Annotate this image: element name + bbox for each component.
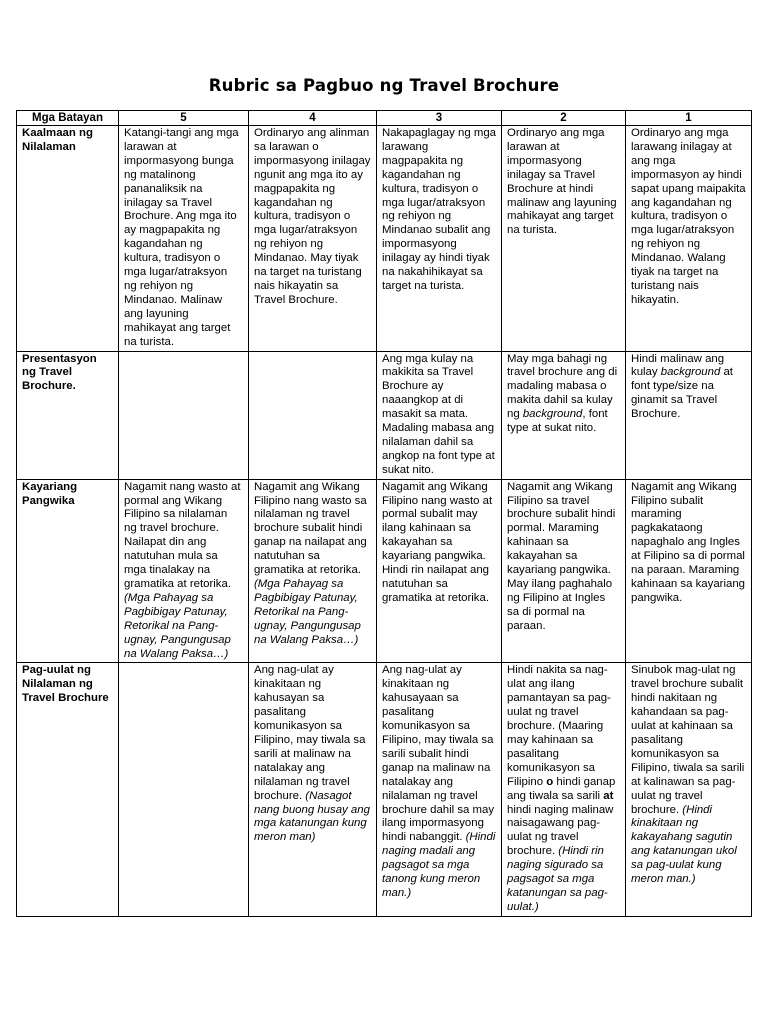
rubric-cell: Ordinaryo ang mga larawang inilagay at ang mga impormasyon ay hindi sapat upang maipakita ang kagandahan ng kultura, tradisyon o mga lugar/atraksyon ng rehiyon ng Mindanao. Walang tiyak na target na turistang nais hikayatin. bbox=[626, 126, 752, 352]
header-criteria: Mga Batayan bbox=[17, 111, 119, 126]
cell-italic-text: (Hindi kinakitaan ng kakayahang sagutin ang katanungan ukol sa pag-uulat kung meron man.) bbox=[631, 803, 737, 886]
rubric-cell bbox=[249, 351, 377, 479]
table-row bbox=[17, 126, 752, 352]
header-score-2: 2 bbox=[502, 111, 626, 126]
cell-text: hindi ganap ang tiwala sa sarili bbox=[507, 775, 616, 802]
cell-italic-text: (Hindi rin naging sigurado sa pagsagot sa mga katanungan sa pag-uulat.) bbox=[507, 845, 608, 913]
cell-italic-text: (Mga Pahayag sa Pagbibigay Patunay, Retorikal na Pang-ugnay, Pangungusap na Walang Paksa…) bbox=[124, 591, 231, 660]
rubric-cell bbox=[119, 351, 249, 479]
criteria-cell: Kaalmaan ng Nilalaman bbox=[17, 126, 119, 352]
cell-text: Hindi malinaw ang kulay bbox=[631, 352, 725, 379]
cell-text: Nagamit nang wasto at pormal ang Wikang Filipino sa nilalaman ng travel brochure. Nailapat din ang natutuhan mula sa mga tinalakay na gramatika at retorika. bbox=[124, 480, 241, 590]
cell-text: , font type at sukat nito. bbox=[507, 408, 608, 435]
rubric-table bbox=[16, 110, 752, 917]
cell-italic-text: (Nasagot nang buong husay ang mga katanungan kung meron man) bbox=[254, 789, 370, 844]
rubric-cell: Nagamit ang Wikang Filipino sa travel brochure subalit hindi pormal. Maraming kahinaan sa kakayahan sa kayariang pangwika. May ilang paghahalo ng Filipino at Ingles sa di pormal na paraan. bbox=[502, 479, 626, 663]
rubric-cell bbox=[626, 351, 752, 479]
cell-text: Ang nag-ulat ay kinakitaan ng kahusayan sa pasalitang komunikasyon sa Filipino, may tiwala sa sarili at malinaw na natalakay ang nilalaman ng travel brochure. bbox=[254, 664, 366, 802]
cell-bold-text: at bbox=[603, 789, 614, 802]
header-score-3: 3 bbox=[377, 111, 502, 126]
cell-italic-text: (Hindi naging madali ang pagsagot sa mga tanong kung meron man.) bbox=[382, 831, 496, 899]
table-row bbox=[17, 479, 752, 663]
table-row bbox=[17, 351, 752, 479]
rubric-cell bbox=[377, 663, 502, 916]
rubric-cell: Nakapaglagay ng mga larawang magpapakita ng kagandahan ng kultura, tradisyon o mga lugar/atraksyon ng rehiyon ng Mindanao subalit ang impormasyong inilagay ay hindi tiyak na nakahihikayat sa target na turista. bbox=[377, 126, 502, 352]
cell-text: Sinubok mag-ulat ng travel brochure subalit hindi nakitaan ng kahandaan sa pag-uulat at kahinaan sa pasalitang komunikasyon sa Filipino, tiwala sa sarili at kalinawan sa pag-uulat ng travel brochure. bbox=[631, 664, 745, 816]
cell-text: Hindi nakita sa nag-ulat ang ilang pamantayan sa pag-uulat ng travel brochure. (Maaring may kahinaan sa pasalitang komunikasyon sa Filipino bbox=[507, 664, 611, 788]
rubric-cell: Nagamit ang Wikang Filipino nang wasto at pormal subalit may ilang kahinaan sa kakayahan sa kayariang pangwika. Hindi rin nailapat ang natutuhan sa gramatika at retorika. bbox=[377, 479, 502, 663]
cell-text: Ang nag-ulat ay kinakitaan ng kahusayaan sa pasalitang komunikasyon sa Filipino, may tiwala sa sarili subalit hindi ganap na malinaw na natalakay ang nilalaman ng travel brochure dahil sa may ilang impormasyong hindi nabanggit. bbox=[382, 664, 495, 844]
rubric-cell: Ordinaryo ang mga larawan at impormasyong inilagay sa Travel Brochure at hindi malinaw ang layuning mahikayat ang target na turista. bbox=[502, 126, 626, 352]
rubric-cell bbox=[249, 663, 377, 916]
table-row bbox=[17, 663, 752, 916]
rubric-cell: Nagamit ang Wikang Filipino subalit maraming pagkakataong napaghalo ang Ingles at Filipino sa di pormal na paraan. Maraming kahinaan sa kayariang pangwika. bbox=[626, 479, 752, 663]
rubric-cell bbox=[119, 479, 249, 663]
rubric-cell bbox=[626, 663, 752, 916]
page-title: Rubric sa Pagbuo ng Travel Brochure bbox=[208, 76, 560, 95]
criteria-cell: Presentasyon ng Travel Brochure. bbox=[17, 351, 119, 479]
cell-text: May mga bahagi ng travel brochure ang di madaling mabasa o makita dahil sa kulay ng bbox=[507, 352, 618, 421]
cell-italic-text: (Mga Pahayag sa Pagbibigay Patunay, Retorikal na Pang-ugnay, Pangungusap na Walang Paksa…) bbox=[254, 578, 361, 646]
cell-text: hindi naging malinaw naisagawang pag-uulat ng travel brochure. bbox=[507, 803, 614, 858]
rubric-cell bbox=[502, 351, 626, 479]
rubric-cell bbox=[502, 663, 626, 916]
criteria-cell: Pag-uulat ng Nilalaman ng Travel Brochure bbox=[17, 663, 119, 916]
header-score-5: 5 bbox=[119, 111, 249, 126]
rubric-cell bbox=[249, 479, 377, 663]
header-row bbox=[17, 111, 752, 126]
criteria-cell: Kayariang Pangwika bbox=[17, 479, 119, 663]
cell-bold-text: o bbox=[546, 775, 554, 788]
header-score-1: 1 bbox=[626, 111, 752, 126]
rubric-cell: Katangi-tangi ang mga larawan at impormasyong bunga ng matalinong pananaliksik na inilagay sa Travel Brochure. Ang mga ito ay magpapakita ng kagandahan ng kultura, tradisyon o mga lugar/atraksyon ng rehiyon ng Mindanao. Malinaw ang layuning mahikayat ang target na turista. bbox=[119, 126, 249, 352]
rubric-cell bbox=[119, 663, 249, 916]
cell-italic-text: background bbox=[522, 408, 583, 421]
cell-text: Nagamit ang Wikang Filipino nang wasto sa nilalaman ng travel brochure subalit hindi ganap na nailapat ang natutuhan sa gramatika at retorika. bbox=[254, 480, 367, 577]
cell-italic-text: background bbox=[660, 366, 721, 379]
cell-text: at font type/size na ginamit sa Travel Brochure. bbox=[631, 366, 733, 421]
header-score-4: 4 bbox=[249, 111, 377, 126]
rubric-cell: Ang mga kulay na makikita sa Travel Brochure ay naaangkop at di masakit sa mata. Madaling mabasa ang nilalaman dahil sa angkop na font type at sukat nito. bbox=[377, 351, 502, 479]
rubric-cell: Ordinaryo ang alinman sa larawan o impormasyong inilagay ngunit ang mga ito ay magpapakita ng kagandahan ng kultura, tradisyon o mga lugar/atraksyon ng rehiyon ng Mindanao. May tiyak na target na turistang nais hikayatin sa Travel Brochure. bbox=[249, 126, 377, 352]
